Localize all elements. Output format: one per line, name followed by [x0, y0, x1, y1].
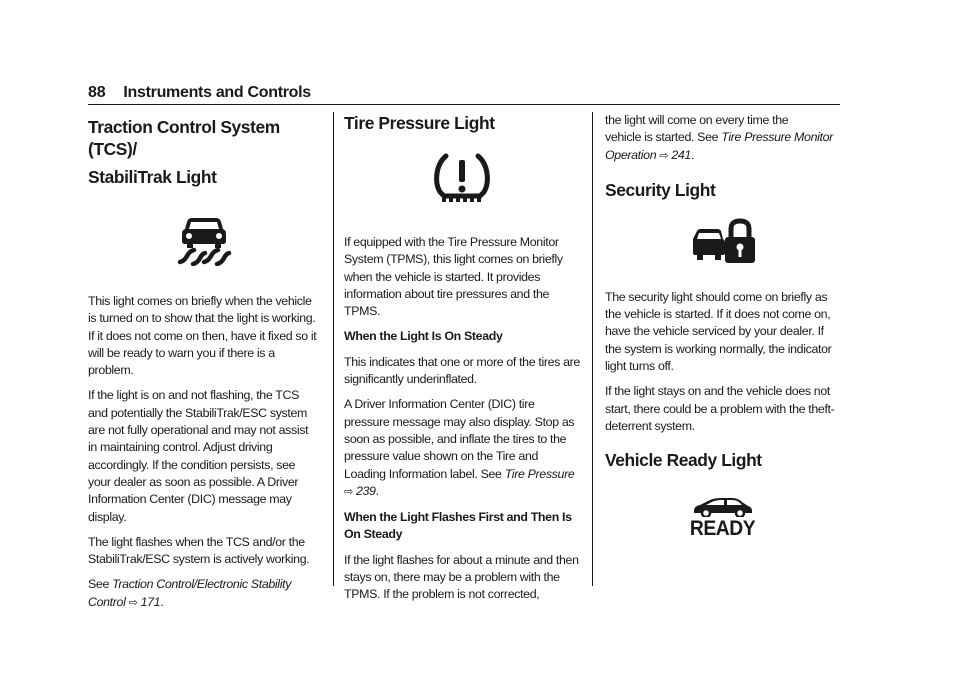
security-paragraph-1: The security light should come on briefly as the vehicle is started. If it does not come on, have the vehicle serviced by your dealer. If the system is working normally, the indicator light turns off.: [605, 289, 832, 374]
tire-pressure-icon: [430, 150, 494, 206]
section-title: Instruments and Controls: [123, 84, 311, 101]
column-divider-2: [592, 112, 593, 586]
page-reference-arrow-icon: ⇨: [128, 596, 138, 609]
ready-icon-wrap: [605, 497, 841, 540]
column-divider-1: [333, 112, 334, 586]
tcs-see-reference: [88, 576, 320, 612]
ready-label: READY: [690, 517, 756, 541]
tcs-paragraph-3: The light flashes when the TCS and/or the StabiliTrak/ESC system is actively working.: [88, 534, 310, 567]
tcs-heading-line1: Traction Control System (TCS)/: [88, 117, 280, 159]
column-3: [605, 112, 841, 540]
header-rule: [88, 104, 840, 105]
column-1: [88, 112, 320, 620]
xref-end: .: [690, 147, 695, 162]
tpms-heading: Tire Pressure Light: [344, 113, 495, 133]
tcs-icon-wrap: [88, 214, 320, 266]
page-reference-arrow-icon: ⇨: [344, 485, 353, 498]
xref-end: .: [160, 594, 164, 609]
xref-traction-control[interactable]: Traction Control/Electronic Stability: [112, 577, 292, 592]
tcs-heading: [88, 116, 320, 188]
tpms-paragraph-2: This indicates that one or more of the tires are significantly underinflated.: [344, 354, 580, 387]
column-2: [344, 112, 580, 612]
traction-control-icon: [174, 214, 234, 266]
tpms-paragraph-3-text: A Driver Information Center (DIC) tire pressure message may also display. Stop as soon as possible, and inflate the tires to the pressure value shown on the Tire and Loading Information label. See: [344, 397, 575, 481]
xref-control[interactable]: Control: [88, 594, 126, 609]
tpms-subheading-flashes: When the Light Flashes First and Then Is On Steady: [344, 510, 572, 542]
tpms-paragraph-4: If the light flashes for about a minute and then stays on, there may be a problem with the TPMS. If the problem is not corrected,: [344, 552, 579, 602]
xref-page-241[interactable]: 241: [671, 147, 691, 162]
tpms-continued-paragraph: [605, 112, 841, 165]
see-text: See: [88, 577, 109, 592]
tcs-paragraph-1: This light comes on briefly when the vehicle is turned on to show that the light is working. If it does not come on then, have it fixed so it will be ready to warn you if there is a problem.: [88, 294, 317, 378]
xref-page-171[interactable]: 171: [140, 594, 161, 609]
xref-end: .: [375, 483, 379, 498]
page-number: 88: [88, 84, 106, 101]
tpms-paragraph-3: [344, 396, 580, 501]
car-silhouette-icon: [692, 497, 754, 517]
tcs-heading-line2: StabiliTrak Light: [88, 167, 217, 187]
security-lock-icon: [687, 217, 759, 269]
continued-line-1: the light will come on every time the: [605, 113, 789, 127]
continued-line-2: vehicle is started. See: [605, 130, 719, 145]
security-icon-wrap: [605, 217, 841, 269]
xref-tire-pressure[interactable]: Tire Pressure: [504, 466, 575, 481]
vehicle-ready-heading: Vehicle Ready Light: [605, 450, 762, 471]
vehicle-ready-icon: [687, 497, 758, 540]
xref-operation[interactable]: Operation: [605, 147, 657, 162]
tpms-icon-wrap: [344, 150, 580, 206]
page-header: [88, 84, 840, 106]
xref-tire-pressure-monitor[interactable]: Tire Pressure Monitor: [721, 130, 833, 145]
page-reference-arrow-icon: ⇨: [659, 149, 669, 162]
xref-page-239[interactable]: 239: [355, 483, 376, 498]
tpms-subheading-steady: When the Light Is On Steady: [344, 329, 503, 344]
security-heading: Security Light: [605, 179, 716, 200]
tpms-paragraph-1: If equipped with the Tire Pressure Monitor System (TPMS), this light comes on briefly when the vehicle is started. It provides information about tire pressures and the TPMS.: [344, 235, 563, 319]
security-paragraph-2: If the light stays on and the vehicle does not start, there could be a problem with the theft-deterrent system.: [605, 384, 835, 433]
tcs-paragraph-2: If the light is on and not flashing, the TCS and potentially the StabiliTrak/ESC system are not fully operational and may not assist in maintaining control. Adjust driving accordingly. If the condition persists, see your dealer as soon as possible. A Driver Information Center (DIC) message may display.: [88, 388, 309, 524]
